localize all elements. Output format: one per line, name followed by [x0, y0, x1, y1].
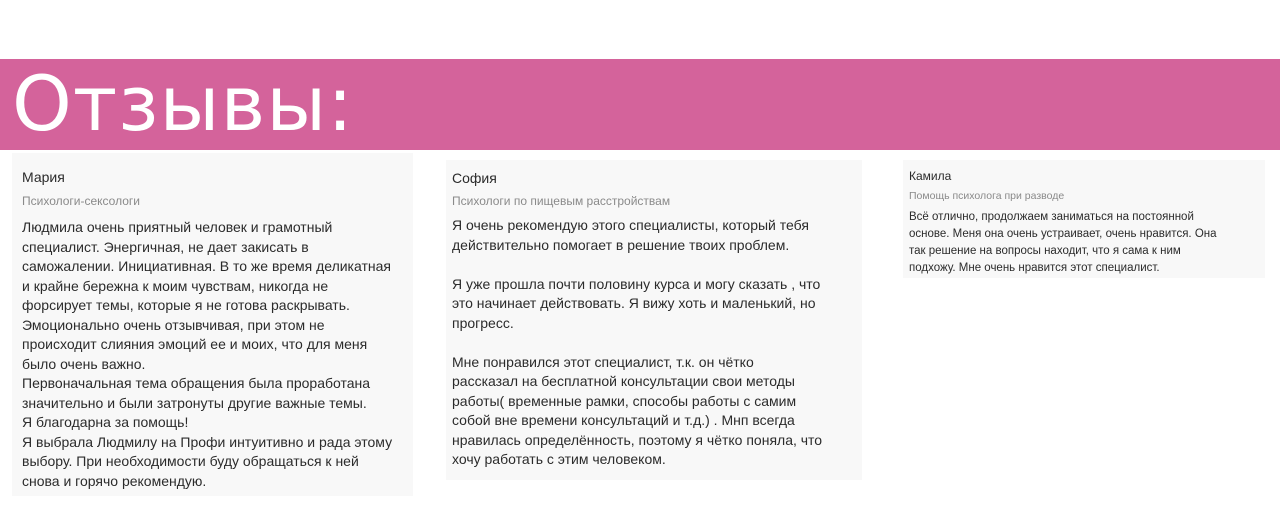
review-card [12, 153, 413, 496]
page-title: Отзывы: [12, 59, 354, 148]
review-category: Помощь психолога при разводе [909, 190, 1065, 202]
review-category: Психологи-сексологи [22, 194, 140, 208]
review-card [903, 160, 1265, 278]
review-text: Всё отлично, продолжаем заниматься на постоянной основе. Меня она очень устраивает, очень нравится. Она так решение на вопросы находит, что я сама к ним подхожу. Мне очень нравится этот специалист. [909, 211, 1217, 274]
review-category: Психологи по пищевым расстройствам [452, 194, 671, 208]
review-text: Я очень рекомендую этого специалисты, который тебя действительно помогает в решение твоих проблем. Я уже прошла почти половину курса и могу сказать , что это начинает действовать. Я вижу хоть и маленький, но прогресс. Мне понравился этот специалист, т.к. он чётко рассказал на бесплатной консультации свои методы работы( временные рамки, способы работы с самим собой вне времени консультаций и т.д.) . Мнп всегда нравилась определённость, поэтому я чётко поняла, что хочу работать с этим человеком. [452, 217, 823, 467]
reviewer-name: Камила [909, 169, 952, 183]
reviewer-name: София [452, 170, 497, 186]
review-card [446, 160, 862, 480]
reviewer-name: Мария [22, 169, 65, 185]
review-text: Людмила очень приятный человек и грамотный специалист. Энергичная, не дает закисать в саможалении. Инициативная. В то же время деликатная и крайне бережна к моим чувствам, никогда не форсирует темы, которые я не готова раскрывать. Эмоционально очень отзывчивая, при этом не происходит слияния эмоций ее и моих, что для меня было очень важно. Первоначальная тема обращения была проработана значительно и были затронуты другие важные темы. Я благодарна за помощь! Я выбрала Людмилу на Профи интуитивно и рада этому выбору. При необходимости буду обращаться к ней снова и горячо рекомендую. [22, 219, 393, 489]
